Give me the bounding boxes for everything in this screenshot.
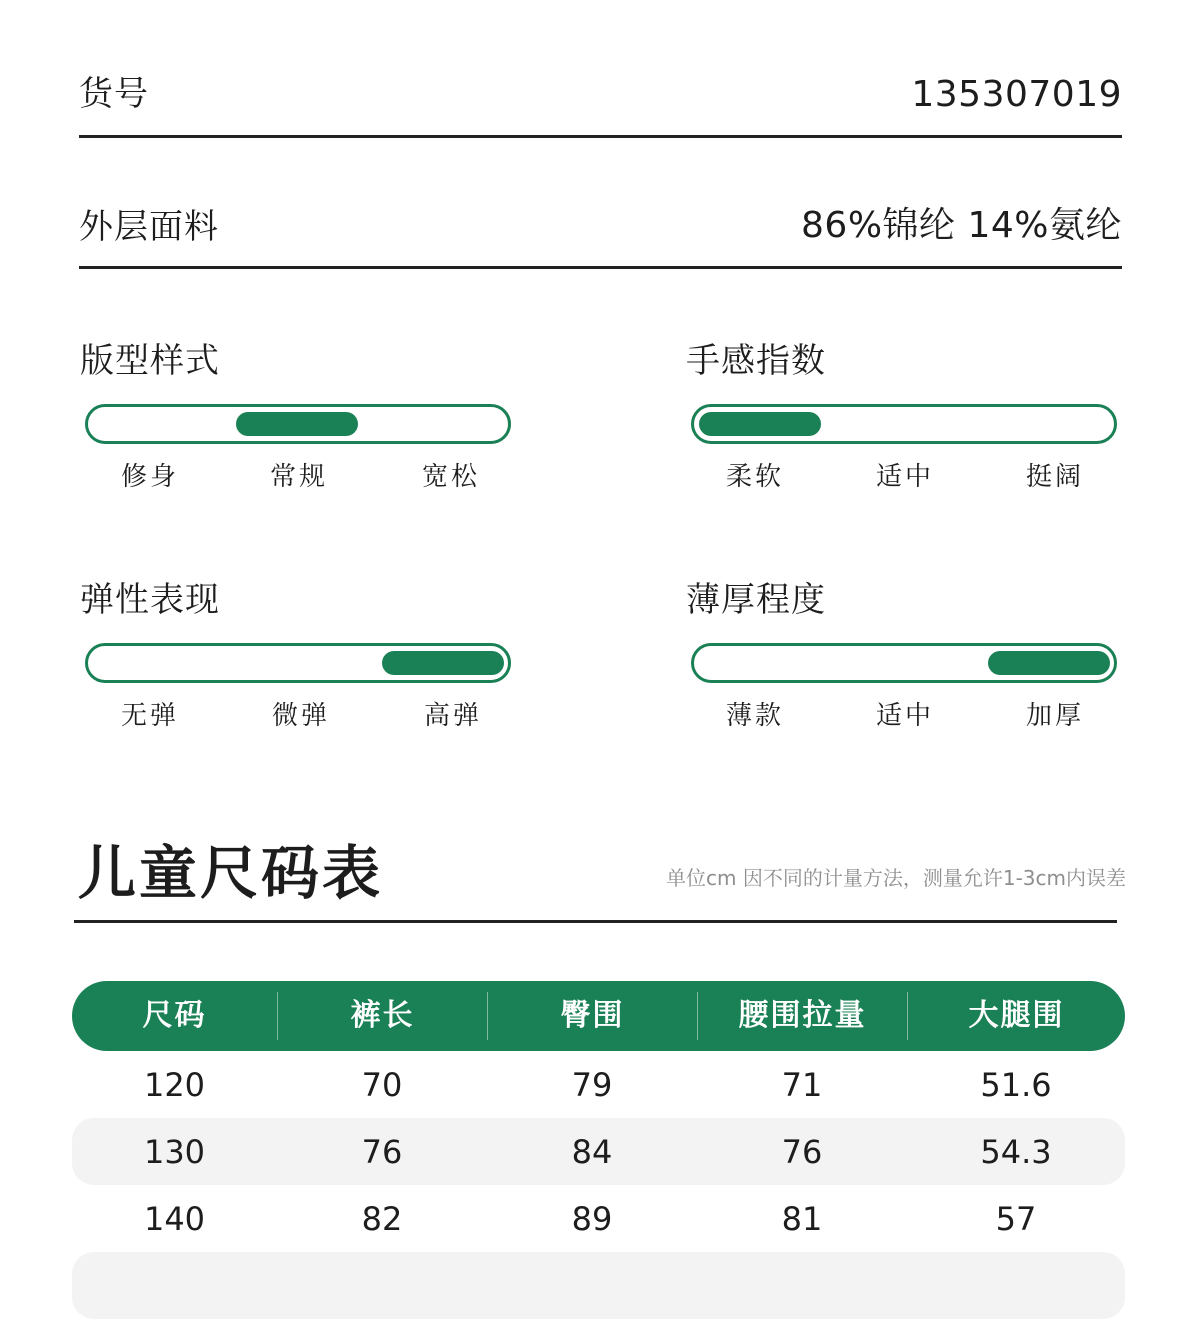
attr-thickness-track <box>691 643 1117 683</box>
attr-fit-indicator <box>236 412 358 436</box>
fabric-label: 外层面料 <box>79 207 219 247</box>
attr-thickness <box>686 577 1116 731</box>
table-row <box>72 1051 1125 1118</box>
header-hip: 臀围 <box>487 992 697 1040</box>
attr-feel-option-3: 挺阔 <box>1025 462 1084 492</box>
table-cell: 89 <box>571 1199 613 1238</box>
attr-fit-option-2: 常规 <box>269 462 328 492</box>
attr-feel-option-1: 柔软 <box>725 462 784 492</box>
fabric-row <box>79 200 1122 269</box>
attr-stretch-option-1: 无弹 <box>120 701 179 731</box>
attr-stretch-indicator <box>382 651 504 675</box>
attr-feel <box>686 338 1116 492</box>
attr-thickness-title: 薄厚程度 <box>686 580 826 620</box>
table-cell: 130 <box>143 1132 206 1171</box>
attr-feel-track <box>691 404 1117 444</box>
sku-value: 135307019 <box>911 74 1122 115</box>
divider <box>74 920 1117 923</box>
table-cell: 57 <box>995 1199 1037 1238</box>
attr-thickness-option-3: 加厚 <box>1025 701 1084 731</box>
attr-fit-option-3: 宽松 <box>421 462 480 492</box>
header-waist-stretch: 腰围拉量 <box>697 992 907 1040</box>
table-cell: 54.3 <box>980 1132 1052 1171</box>
attr-fit-track <box>85 404 511 444</box>
sku-row <box>79 70 1122 138</box>
header-size: 尺码 <box>142 998 207 1033</box>
table-cell: 70 <box>361 1065 403 1104</box>
attr-fit <box>80 338 510 492</box>
attr-stretch <box>80 577 510 731</box>
table-cell: 81 <box>781 1199 823 1238</box>
size-chart-note: 单位cm 因不同的计量方法，测量允许1-3cm内误差 <box>666 866 1126 890</box>
table-row <box>72 1185 1125 1252</box>
table-cell: 71 <box>781 1065 823 1104</box>
header-length: 裤长 <box>277 992 487 1040</box>
attr-fit-option-1: 修身 <box>120 462 179 492</box>
attr-thickness-indicator <box>988 651 1110 675</box>
attr-thickness-option-1: 薄款 <box>725 701 784 731</box>
table-cell: 82 <box>361 1199 403 1238</box>
attr-stretch-title: 弹性表现 <box>80 580 220 620</box>
table-cell: 79 <box>571 1065 613 1104</box>
table-row-partial <box>72 1252 1125 1319</box>
header-thigh: 大腿围 <box>907 992 1125 1040</box>
table-cell: 76 <box>361 1132 403 1171</box>
table-header <box>72 981 1125 1051</box>
table-cell: 120 <box>143 1065 206 1104</box>
attr-feel-title: 手感指数 <box>686 341 826 381</box>
size-chart-title: 儿童尺码表 <box>78 839 384 907</box>
table-cell: 84 <box>571 1132 613 1171</box>
fabric-value: 86%锦纶 14%氨纶 <box>801 205 1122 246</box>
attr-stretch-option-3: 高弹 <box>423 701 482 731</box>
attr-stretch-track <box>85 643 511 683</box>
attr-feel-indicator <box>699 412 821 436</box>
size-table <box>72 981 1125 1319</box>
table-cell: 51.6 <box>980 1065 1052 1104</box>
attr-thickness-option-2: 适中 <box>875 701 934 731</box>
table-row <box>72 1118 1125 1185</box>
table-cell: 76 <box>781 1132 823 1171</box>
attr-stretch-option-2: 微弹 <box>271 701 330 731</box>
attr-feel-option-2: 适中 <box>875 462 934 492</box>
sku-label: 货号 <box>79 74 149 114</box>
table-cell: 140 <box>143 1199 206 1238</box>
attr-fit-title: 版型样式 <box>80 341 220 381</box>
